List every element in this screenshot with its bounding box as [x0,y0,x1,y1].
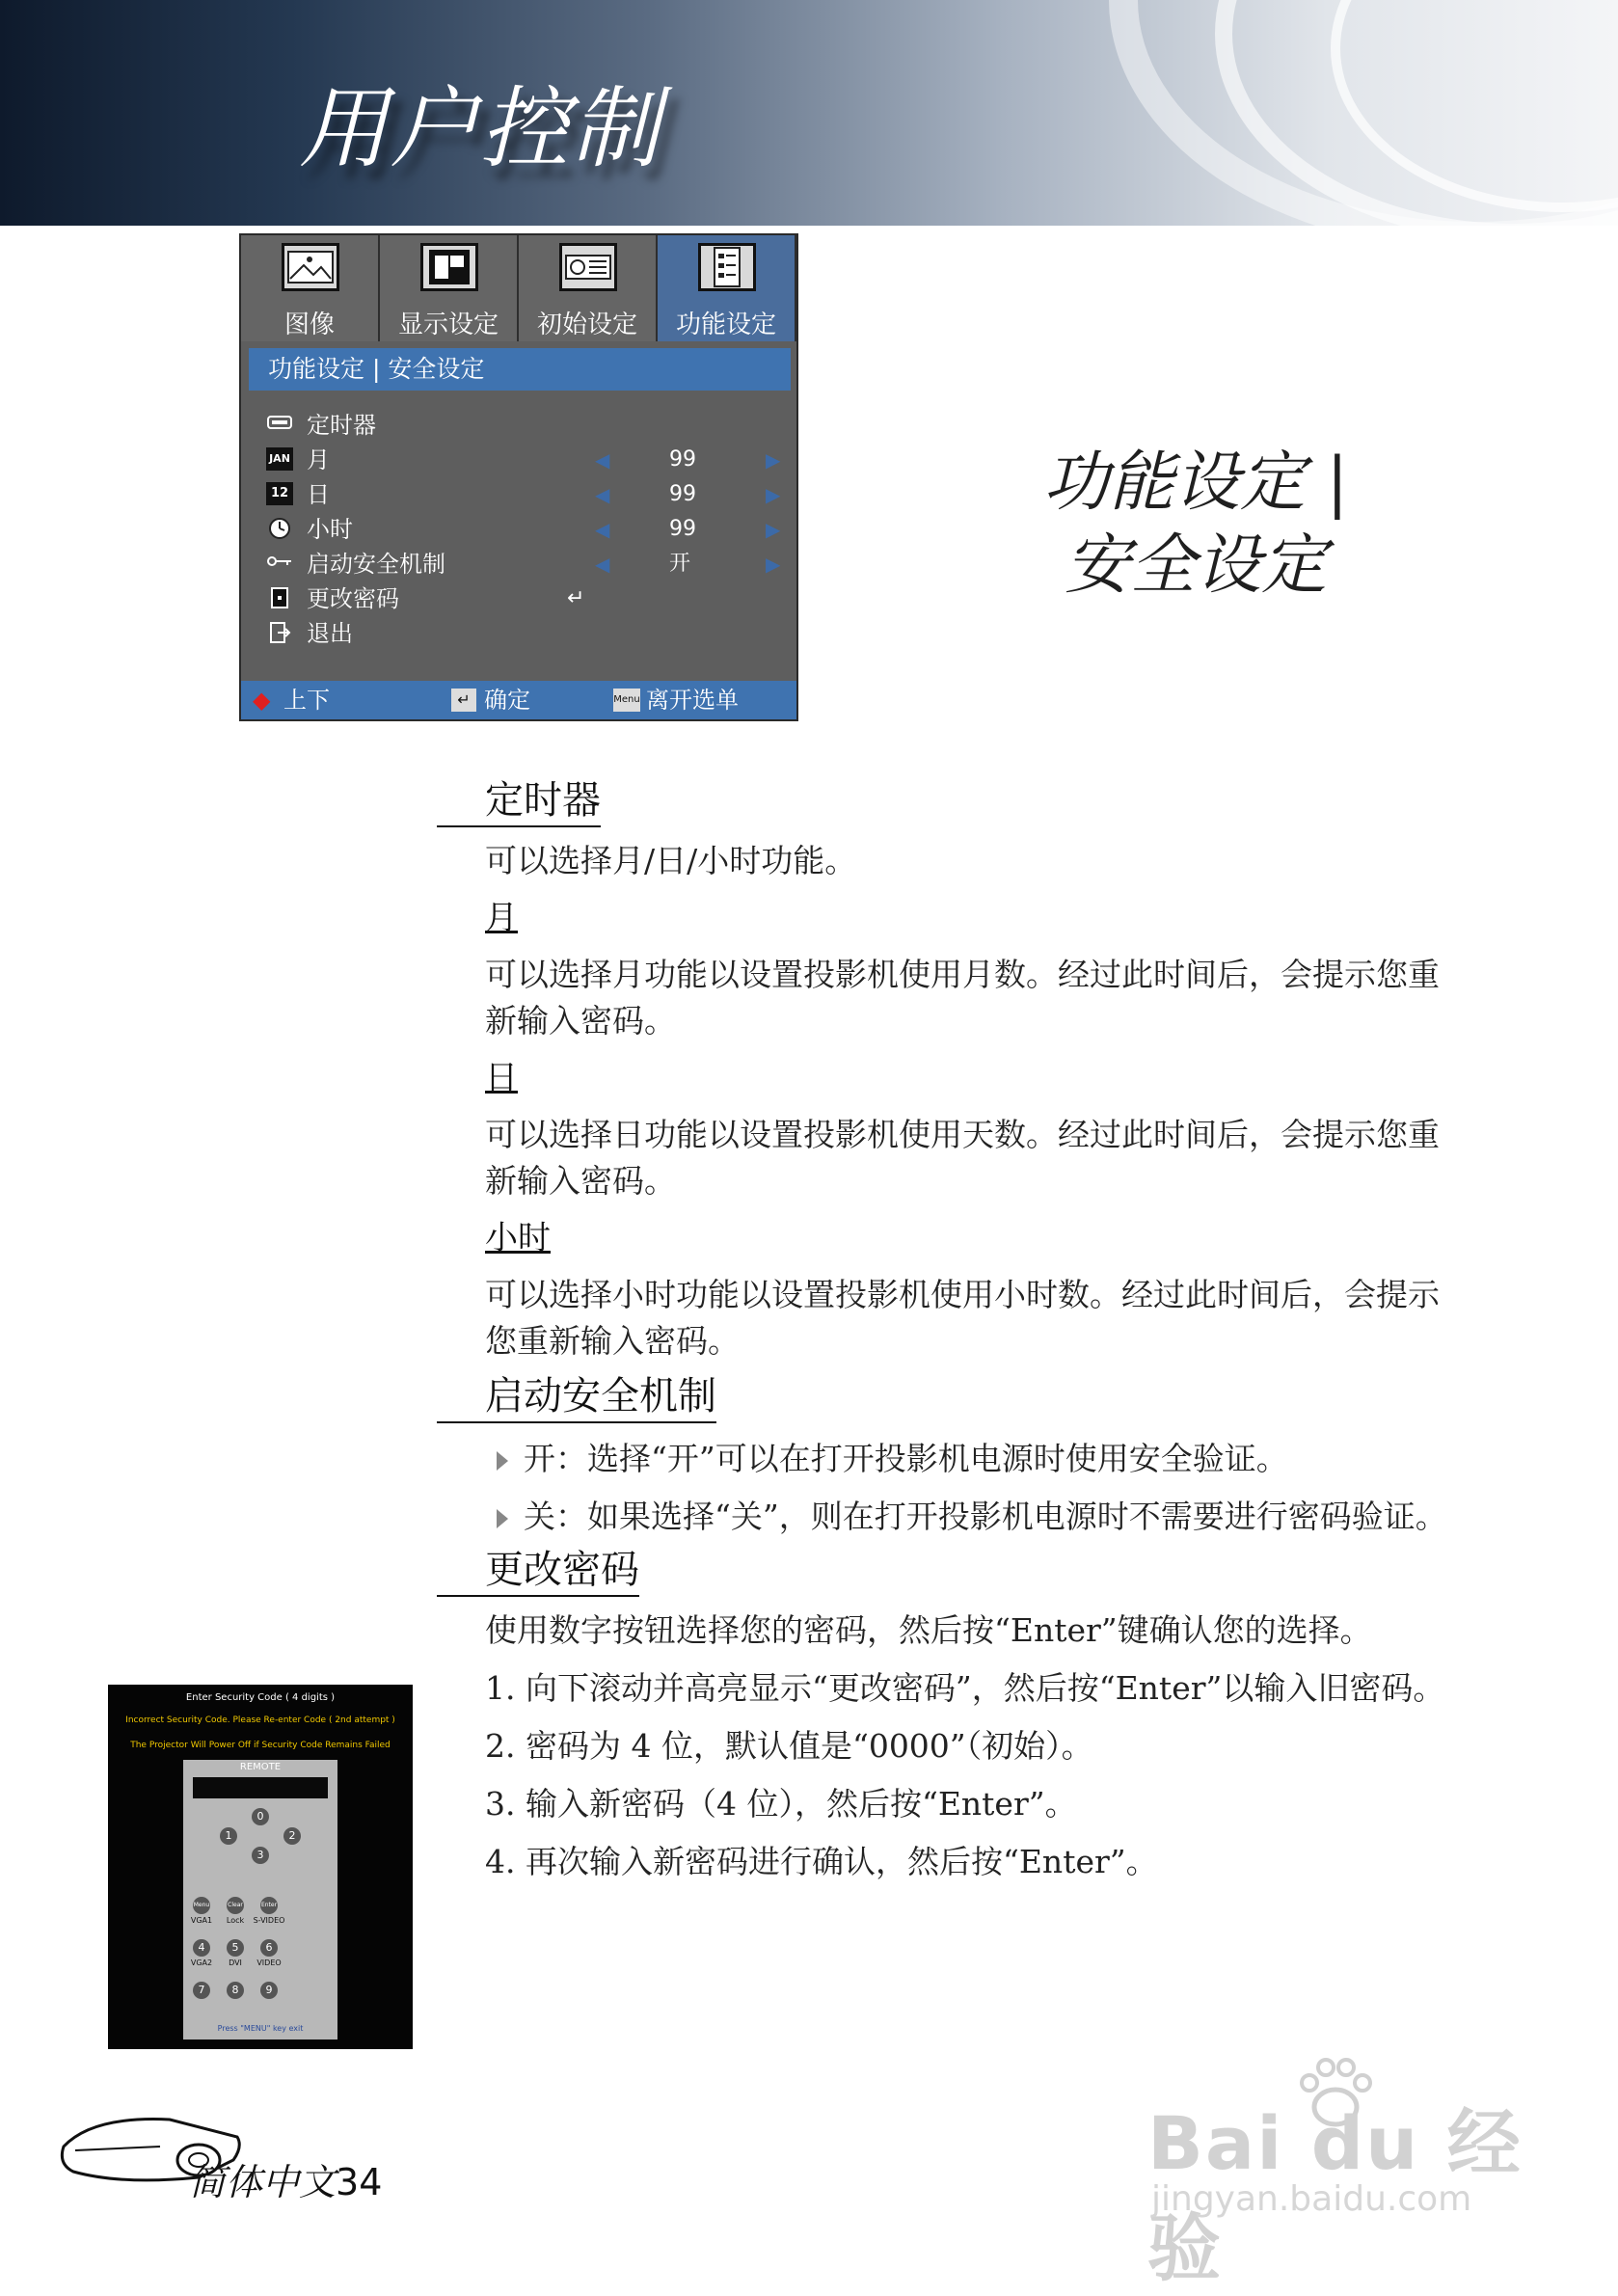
month-icon: JAN [266,447,293,471]
osd-row-value: 99 [669,447,696,472]
step-item: 3. 输入新密码（4 位），然后按“Enter”。 [485,1785,1077,1823]
subheading-hour: 小时 [485,1219,551,1257]
arrow-left-icon: ◀ [595,448,610,472]
osd-row-label: 更改密码 [307,585,399,612]
osd-row-label: 小时 [307,516,353,543]
osd-submenu-title: 功能设定 | 安全设定 [249,348,791,391]
tab-options [658,235,796,341]
key-label: S-VIDEO [253,1916,285,1925]
header-banner [0,0,1618,226]
bullet-triangle-icon [497,1509,508,1528]
osd-footer-nav: 上下 [283,687,330,714]
osd-row-label: 定时器 [307,412,376,439]
arrow-left-icon: ◀ [595,553,610,576]
updown-arrow-icon: ◆ [253,687,271,714]
osd-row-label: 启动安全机制 [307,551,445,578]
osd-row-month [264,444,785,476]
osd-footer-enter: 确定 [484,687,530,714]
key-1: 1 [220,1827,237,1845]
display-icon [420,243,478,291]
chapter-title: 用户控制 [299,77,662,180]
language-label: 简体中文 [189,2161,337,2203]
tab-label: 功能设定 [675,311,776,339]
key-9: 9 [260,1982,278,1999]
osd-footer-menu: 离开选单 [646,687,739,714]
osd-row-label: 日 [307,481,330,508]
watermark-url: jingyan.baidu.com [1151,2179,1472,2219]
timer-icon [266,413,293,436]
key-4: 4 [193,1939,210,1957]
key-label: Lock [226,1916,245,1925]
heading-security: 启动安全机制 [437,1373,716,1423]
bullet-triangle-icon [497,1451,508,1471]
security-dialog-warning: The Projector Will Power Off if Security Code Remains Failed [130,1741,391,1750]
security-dialog-title: Enter Security Code ( 4 digits ) [185,1692,336,1703]
timer-desc: 可以选择月/日/小时功能。 [485,842,857,879]
key-3: 3 [252,1847,269,1864]
arrow-right-icon: ▶ [766,483,781,506]
step-item: 1. 向下滚动并高亮显示“更改密码”，然后按“Enter”以输入旧密码。 [485,1669,1445,1707]
bullet-text: 关：如果选择“关”，则在打开投影机电源时不需要进行密码验证。 [524,1498,1447,1535]
enter-icon: ↵ [451,689,476,712]
menu-key-icon: Menu [613,689,640,712]
step-item: 2. 密码为 4 位，默认值是“0000”（初始）。 [485,1727,1093,1765]
heading-change-password: 更改密码 [437,1547,639,1597]
projector-setup-icon [559,243,617,291]
osd-row-hour [264,513,785,546]
side-title-line: 功能设定 | [1042,445,1349,521]
hour-desc-line: 可以选择小时功能以设置投影机使用小时数。经过此时间后，会提示 [485,1276,1440,1313]
tab-label: 图像 [283,311,335,339]
osd-row-value: 开 [669,552,691,576]
password-icon [266,586,293,609]
osd-row-value: 99 [669,517,696,541]
bullet-text: 开：选择“开”可以在打开投影机电源时使用安全验证。 [524,1440,1288,1477]
bullet-item [497,1495,1447,1539]
day-desc-line: 新输入密码。 [485,1162,676,1200]
clock-icon [266,517,293,540]
osd-row-label: 月 [307,446,330,473]
subheading-month: 月 [485,899,518,937]
key-8: 8 [227,1982,244,1999]
osd-row-security [264,548,785,581]
tab-image [241,235,380,341]
subheading-day: 日 [485,1059,518,1097]
exit-icon [266,621,293,644]
code-display [193,1777,328,1798]
page-footer [189,2152,382,2205]
tab-label: 显示设定 [397,311,499,339]
osd-row-day [264,478,785,511]
arrow-right-icon: ▶ [766,518,781,541]
osd-menu-screenshot [239,233,798,721]
key-0: 0 [252,1808,269,1825]
key-label: VIDEO [256,1958,282,1967]
enter-icon: ↵ [567,586,585,610]
key-6: 6 [260,1939,278,1957]
step-item: 4. 再次输入新密码进行确认，然后按“Enter”。 [485,1843,1158,1880]
keypad-footer: Press "MENU" key exit [217,2024,304,2033]
tab-display [380,235,519,341]
keypad-title: REMOTE [239,1762,282,1772]
bullet-item [497,1437,1288,1481]
options-icon [698,243,756,291]
baidu-watermark [1147,2054,1533,2291]
osd-row-change-password [264,582,785,615]
osd-tab-bar [241,235,796,341]
menu-key: Menu [193,1897,210,1914]
security-dialog-warning: Incorrect Security Code. Please Re-enter Code ( 2nd attempt ) [125,1715,395,1725]
page-number: 34 [336,2161,383,2203]
osd-footer [241,681,796,719]
section-side-title [1003,442,1389,608]
arrow-right-icon: ▶ [766,553,781,576]
hour-desc-line: 您重新输入密码。 [485,1322,740,1360]
day-desc-line: 可以选择日功能以设置投影机使用天数。经过此时间后，会提示您重 [485,1116,1440,1153]
osd-row-value: 99 [669,482,696,506]
watermark-logo-text: Bai du 经验 [1147,2100,1523,2291]
key-label: VGA1 [190,1916,213,1925]
osd-row-label: 退出 [307,620,353,647]
key-label: VGA2 [190,1958,213,1967]
enter-key: Enter [260,1897,278,1914]
side-title-line: 安全设定 [1064,527,1327,604]
arrow-left-icon: ◀ [595,483,610,506]
osd-row-exit [264,617,785,650]
month-desc-line: 新输入密码。 [485,1002,676,1040]
password-desc: 使用数字按钮选择您的密码，然后按“Enter”键确认您的选择。 [485,1611,1372,1649]
security-code-screenshot [108,1685,413,2049]
tab-label: 初始设定 [536,311,637,339]
arrow-right-icon: ▶ [766,448,781,472]
day-icon: 12 [266,482,293,505]
image-icon [282,243,339,291]
key-5: 5 [227,1939,244,1957]
tab-setup [519,235,658,341]
key-7: 7 [193,1982,210,1999]
osd-row-timer [264,409,785,442]
key-icon [266,552,293,575]
remote-keypad [183,1760,337,2039]
clear-key: Clear [227,1897,244,1914]
heading-timer: 定时器 [437,777,601,827]
month-desc-line: 可以选择月功能以设置投影机使用月数。经过此时间后，会提示您重 [485,956,1440,993]
arrow-left-icon: ◀ [595,518,610,541]
key-2: 2 [283,1827,301,1845]
key-label: DVI [229,1958,242,1967]
